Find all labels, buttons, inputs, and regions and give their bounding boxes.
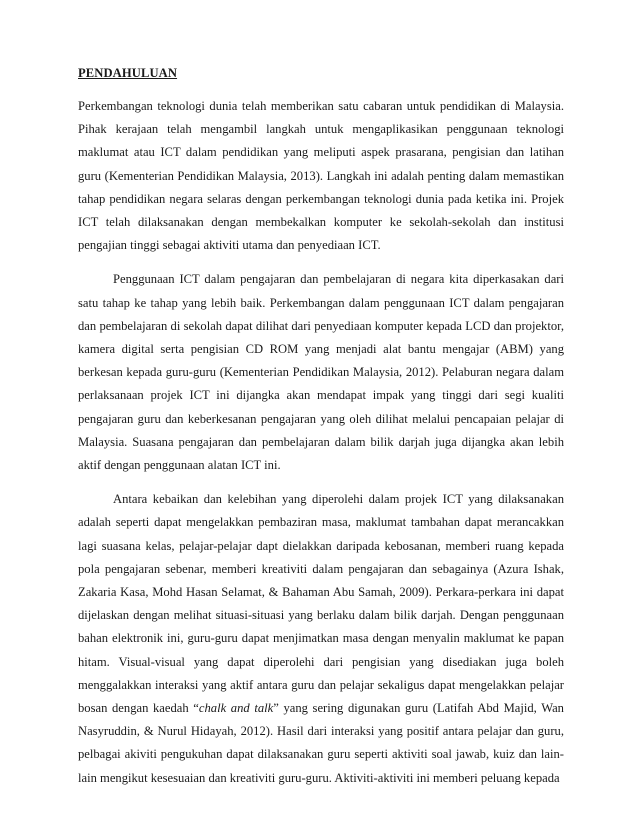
section-heading: PENDAHULUAN xyxy=(78,66,178,80)
paragraph-3-italic-phrase: chalk and talk xyxy=(198,701,274,716)
paragraph-3 xyxy=(78,488,564,790)
paragraph-2 xyxy=(78,268,564,477)
paragraph-3-text-b: ” yang sering digunakan guru (Latifah Abd Majid, Wan Nasyruddin, & Nurul Hidayah, 2012). Hasil dari interaksi yang positif antara pelajar dan guru, pelbagai akiviti pengukuhan dapat dilaksanakan guru seperti aktiviti soal jawab, kuiz dan lain-lain mengikut kesesuaian dan kreativiti guru-guru. Aktiviti-aktiviti ini memberi peluang kepada xyxy=(78,701,564,785)
document-page xyxy=(78,64,564,790)
paragraph-1-text: Perkembangan teknologi dunia telah memberikan satu cabaran untuk pendidikan di Malaysia. Pihak kerajaan telah mengambil langkah untuk mengaplikasikan penggunaan teknologi maklumat atau ICT dalam pendidikan yang meliputi aspek prasarana, pengisian dan latihan guru (Kementerian Pendidikan Malaysia, 2013). Langkah ini adalah penting dalam memastikan tahap pendidikan negara selaras dengan perkembangan teknologi dunia pada ketika ini. Projek ICT telah dilaksanakan dengan membekalkan komputer ke sekolah-sekolah dan institusi pengajian tinggi sebagai aktiviti utama dan penyediaan ICT. xyxy=(78,99,564,253)
paragraph-1 xyxy=(78,95,564,257)
paragraph-2-text: Penggunaan ICT dalam pengajaran dan pembelajaran di negara kita diperkasakan dari satu tahap ke tahap yang lebih baik. Perkembangan dalam penggunaan ICT dalam pengajaran dan pembelajaran di sekolah dapat dilihat dari penyediaan komputer kepada LCD dan projektor, kamera digital serta pengisian CD ROM yang menjadi alat bantu mengajar (ABM) yang berkesan kepada guru-guru (Kementerian Pendidikan Malaysia, 2012). Pelaburan negara dalam perlaksanaan projek ICT ini dijangka akan mendapat impak yang tinggi dari segi kualiti pengajaran guru dan keberkesanan pengajaran yang oleh dilihat melalui pencapaian pelajar di Malaysia. Suasana pengajaran dan pembelajaran dalam bilik darjah juga dijangka akan lebih aktif dengan penggunaan alatan ICT ini. xyxy=(78,272,564,473)
paragraph-3-text-a: Antara kebaikan dan kelebihan yang diperolehi dalam projek ICT yang dilaksanakan adalah seperti dapat mengelakkan pembaziran masa, maklumat tambahan dapat merancakkan lagi suasana kelas, pelajar-pelajar dapt dielakkan daripada kebosanan, memberi ruang kepada pola pengajaran sebenar, memberi kreativiti dalam pengajaran dan sebagainya (Azura Ishak, Zakaria Kasa, Mohd Hasan Selamat, & Bahaman Abu Samah, 2009). Perkara-perkara ini dapat dijelaskan dengan melihat situasi-situasi yang berlaku dalam bilik darjah. Dengan penggunaan bahan elektronik ini, guru-guru dapat menjimatkan masa dengan menyalin maklumat ke papan hitam. Visual-visual yang dapat diperolehi dari pengisian yang disediakan juga boleh menggalakkan interaksi yang aktif antara guru dan pelajar sekaligus dapat mengelakkan pelajar bosan dengan kaedah “ xyxy=(78,492,564,716)
